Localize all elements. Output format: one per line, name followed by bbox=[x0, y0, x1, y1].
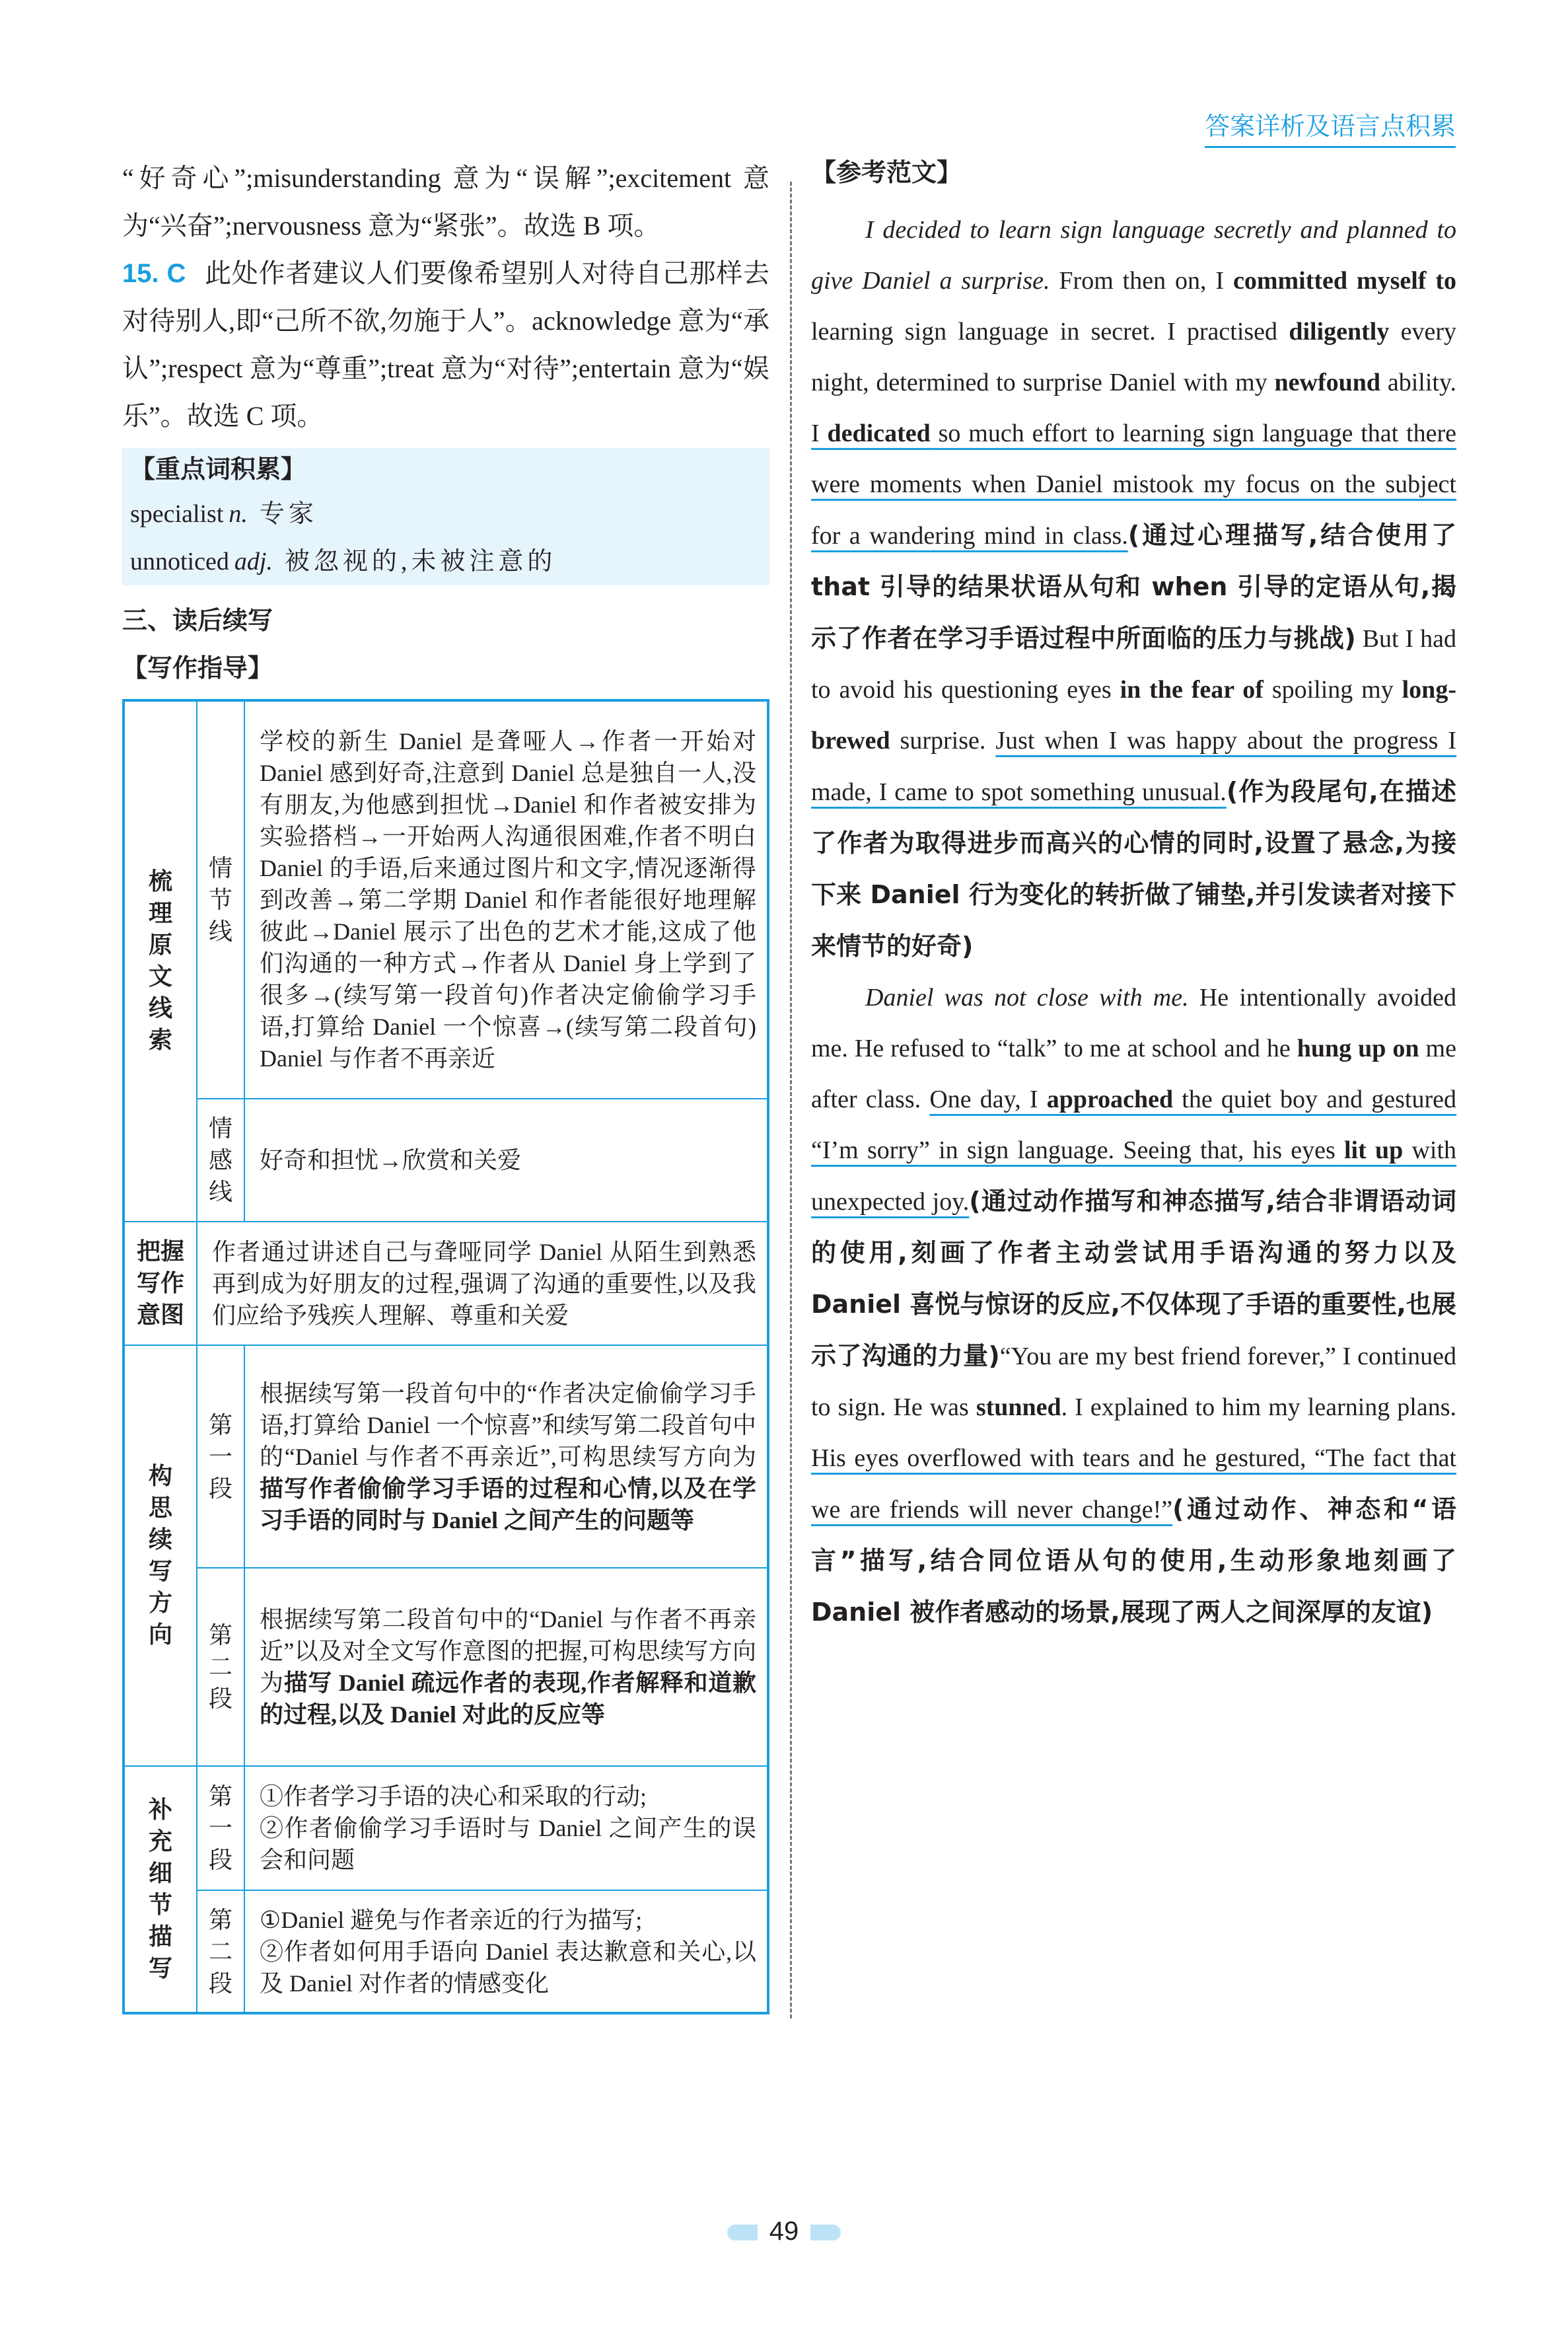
highlighted-sentence: One day, I bbox=[929, 1086, 1047, 1113]
detail-para2-text bbox=[244, 1890, 768, 2013]
model-essay-title: 【参考范文】 bbox=[811, 158, 962, 187]
key-phrase: diligently bbox=[1289, 318, 1390, 346]
row-label-cell bbox=[124, 1222, 197, 1345]
table-row bbox=[124, 1568, 768, 1766]
detail-para1-text bbox=[244, 1766, 768, 1890]
page-number bbox=[0, 2217, 1568, 2246]
sub-label-cell bbox=[197, 1890, 244, 2013]
sub-label: 情感线 bbox=[208, 1115, 232, 1205]
q15-text bbox=[122, 258, 769, 431]
key-phrase: in the fear of bbox=[1120, 676, 1264, 704]
direction-para1-text bbox=[244, 1345, 768, 1568]
section-title: 三、读后续写 bbox=[122, 606, 273, 635]
word: unnoticed bbox=[130, 548, 229, 575]
detail-line: ①作者学习手语的决心和采取的行动; bbox=[260, 1783, 647, 1810]
answer-explanation-14 bbox=[122, 155, 769, 250]
key-word-item bbox=[130, 538, 762, 585]
part-of-speech: n. bbox=[229, 500, 248, 528]
sub-label-cell bbox=[197, 1766, 244, 1890]
sub-label: 第一段 bbox=[208, 1411, 232, 1502]
writing-intent-text bbox=[197, 1222, 768, 1345]
sub-label: 情节线 bbox=[208, 855, 232, 945]
text-run: But I had to avoid his questioning eyes bbox=[811, 625, 1456, 704]
column-divider bbox=[790, 182, 792, 2018]
emotion-line-text bbox=[244, 1099, 768, 1222]
text-run: Daniel was not close with me. bbox=[865, 984, 1189, 1012]
text-run: surprise. bbox=[890, 727, 996, 755]
text-run: 此处作者建议人们要像希望别人对待自己那样去对待别人,即“己所不欲,勿施于人”。acknowledge 意为“承认”;respect 意为“尊重”;treat 意为“对待”;entertain 意为“娱乐”。故选 C 项。 bbox=[122, 258, 770, 431]
key-phrase: newfound bbox=[1274, 369, 1381, 396]
sub-label-cell bbox=[197, 1568, 244, 1766]
highlighted-sentence: I bbox=[811, 420, 828, 447]
text-run: 学校的新生 Daniel 是聋哑人→作者一开始对 Daniel 感到好奇,注意到 Daniel 总是独自一人,没有朋友,为他感到担忧→Daniel 和作者被安排为实验搭档→一开始两人沟通很困难,作者不明白 Daniel 的手语,后来通过图片和文字,情况逐渐得到改善→第二学期 Daniel 和作者能很好地理解彼此→Daniel 展示了出色的艺术才能,这成了他们沟通的一种方式→作者从 Daniel 身上学到了很多→(续写第一段首句)作者决定偷偷学习手语,打算给 Daniel 一个惊喜→(续写第二段首句) Daniel 与作者不再亲近 bbox=[260, 728, 756, 1072]
row-label: 把握写作意图 bbox=[136, 1237, 184, 1329]
model-essay bbox=[811, 205, 1456, 1639]
writing-guide-table bbox=[122, 699, 769, 2014]
essay-paragraph-2 bbox=[811, 973, 1456, 1639]
highlighted-sentence: so much effort to learning sign language that there were moments when Daniel mistook my focus on the subject for a wandering mind in class. bbox=[811, 420, 1456, 550]
key-word-item bbox=[130, 490, 762, 538]
row-label: 梳理原文线索 bbox=[148, 868, 172, 1054]
essay-paragraph-1 bbox=[811, 205, 1456, 973]
text-run: . I explained to him my learning plans. bbox=[1061, 1393, 1457, 1421]
sub-label-cell bbox=[197, 1345, 244, 1568]
row-label-cell bbox=[124, 1766, 197, 2013]
direction-para2-text bbox=[244, 1568, 768, 1766]
plot-line-text bbox=[244, 700, 768, 1099]
detail-line: ①Daniel 避免与作者亲近的行为描写; bbox=[260, 1906, 643, 1933]
text-run: I decided to learn sign language secretly and planned to give Daniel a surprise. bbox=[811, 216, 1456, 295]
table-row bbox=[124, 700, 768, 1099]
table-row bbox=[124, 1766, 768, 1890]
highlighted-sentence: dedicated bbox=[827, 420, 931, 447]
key-phrase: 描写作者偷偷学习手语的过程和心情,以及在学习手语的同时与 Daniel 之间产生的问题等 bbox=[260, 1475, 756, 1533]
highlighted-sentence: the quiet boy and gestured “I’m sorry” in sign language. Seeing that, his eyes bbox=[811, 1086, 1456, 1164]
annotation-text: (通过动作描写和神态描写,结合非谓语动词的使用,刻画了作者主动尝试用手语沟通的努力以及 Daniel 喜悦与惊讶的反应,不仅体现了手语的重要性,也展示了沟通的力量) bbox=[811, 1187, 1456, 1370]
highlighted-sentence: approached bbox=[1046, 1086, 1174, 1113]
word: specialist bbox=[130, 500, 224, 528]
text-run: “好奇心”;misunderstanding 意为“误解”;excitement 意为“兴奋”;nervousness 意为“紧张”。故选 B 项。 bbox=[122, 163, 769, 240]
text-run: every night, determined to surprise Daniel with my bbox=[811, 318, 1456, 396]
text-run: learning sign language in secret. I practised bbox=[811, 318, 1289, 346]
key-phrase: hung up on bbox=[1297, 1035, 1419, 1062]
row-label: 补充细节描写 bbox=[148, 1796, 172, 1982]
row-label-cell bbox=[124, 1345, 197, 1766]
sub-label-cell bbox=[197, 1099, 244, 1222]
text-run: He intentionally avoided me. He refused to “talk” to me at school and he bbox=[811, 984, 1456, 1062]
detail-line: ②作者偷偷学习手语时与 Daniel 之间产生的误会和问题 bbox=[260, 1815, 756, 1873]
key-phrase: long-brewed bbox=[811, 676, 1456, 755]
text-run: spoiling my bbox=[1263, 676, 1402, 704]
writing-guide-title: 【写作指导】 bbox=[122, 653, 273, 683]
key-phrase: 描写 Daniel 疏远作者的表现,作者解释和道歉的过程,以及 Daniel 对此的反应等 bbox=[260, 1670, 756, 1728]
text-run: ability. bbox=[1380, 369, 1456, 396]
sub-label-cell bbox=[197, 700, 244, 1099]
answer-explanation-15 bbox=[122, 250, 769, 440]
row-label-cell bbox=[124, 700, 197, 1222]
highlighted-sentence: with unexpected joy. bbox=[811, 1136, 1457, 1216]
key-words-box bbox=[122, 448, 769, 585]
page-number-text: 49 bbox=[769, 2217, 799, 2246]
row-label: 构思续写方向 bbox=[148, 1462, 172, 1648]
sub-label: 第一段 bbox=[208, 1783, 232, 1873]
annotation-text: (通过动作、神态和“语言”描写,结合同位语从句的使用,生动形象地刻画了 Daniel 被作者感动的场景,展现了两人之间深厚的友谊) bbox=[811, 1495, 1456, 1627]
table-row bbox=[124, 1222, 768, 1345]
table-row bbox=[124, 1099, 768, 1222]
text-run: “You are my best friend forever,” I continued to sign. He was bbox=[811, 1343, 1456, 1421]
meaning: 专家 bbox=[259, 500, 318, 528]
sub-label: 第二段 bbox=[208, 1622, 232, 1712]
highlighted-sentence: Just when I was happy about the progress I made, I came to spot something unusual. bbox=[811, 727, 1457, 806]
meaning: 被忽视的,未被注意的 bbox=[284, 548, 557, 575]
key-phrase: committed myself to bbox=[1232, 267, 1456, 295]
section-header-label: 答案详析及语言点积累 bbox=[1205, 106, 1456, 148]
text-run: 作者通过讲述自己与聋哑同学 Daniel 从陌生到熟悉再到成为好朋友的过程,强调了沟通的重要性,以及我们应给予残疾人理解、尊重和关爱 bbox=[212, 1238, 756, 1329]
table-row bbox=[124, 1345, 768, 1568]
text-run: 好奇和担忧→欣赏和关爱 bbox=[260, 1147, 522, 1173]
annotation-text: (通过心理描写,结合使用了 that 引导的结果状语从句和 when 引导的定语从句,揭示了作者在学习手语过程中所面临的压力与挑战) bbox=[811, 521, 1456, 653]
text-run: 根据续写第二段首句中的“Daniel 与作者不再亲近”以及对全文写作意图的把握,可构思续写方向为 bbox=[260, 1606, 756, 1696]
annotation-text: (作为段尾句,在描述了作者为取得进步而高兴的心情的同时,设置了悬念,为接下来 Daniel 行为变化的转折做了铺垫,并引发读者对接下来情节的好奇) bbox=[811, 777, 1457, 961]
table-row bbox=[124, 1890, 768, 2013]
text-run: From then on, I bbox=[1050, 267, 1233, 295]
text-run: 根据续写第一段首句中的“作者决定偷偷学习手语,打算给 Daniel 一个惊喜”和续写第二段首句中的“Daniel 与作者不再亲近”,可构思续写方向为 bbox=[260, 1380, 756, 1470]
detail-line: ②作者如何用手语向 Daniel 表达歉意和关心,以及 Daniel 对作者的情感变化 bbox=[260, 1938, 756, 1997]
highlighted-sentence: His eyes overflowed with tears and he gestured, “The fact that we are friends will never change!” bbox=[811, 1444, 1456, 1524]
highlighted-sentence: lit up bbox=[1343, 1136, 1404, 1164]
page-pill-left bbox=[727, 2225, 758, 2240]
page-pill-right bbox=[810, 2225, 841, 2240]
part-of-speech: adj. bbox=[234, 548, 273, 575]
sub-label: 第二段 bbox=[208, 1906, 232, 1997]
question-number-answer: 15. C bbox=[122, 259, 186, 288]
key-words-title: 【重点词积累】 bbox=[130, 455, 306, 484]
key-phrase: stunned bbox=[976, 1393, 1061, 1421]
text-run: me after class. bbox=[811, 1035, 1456, 1113]
